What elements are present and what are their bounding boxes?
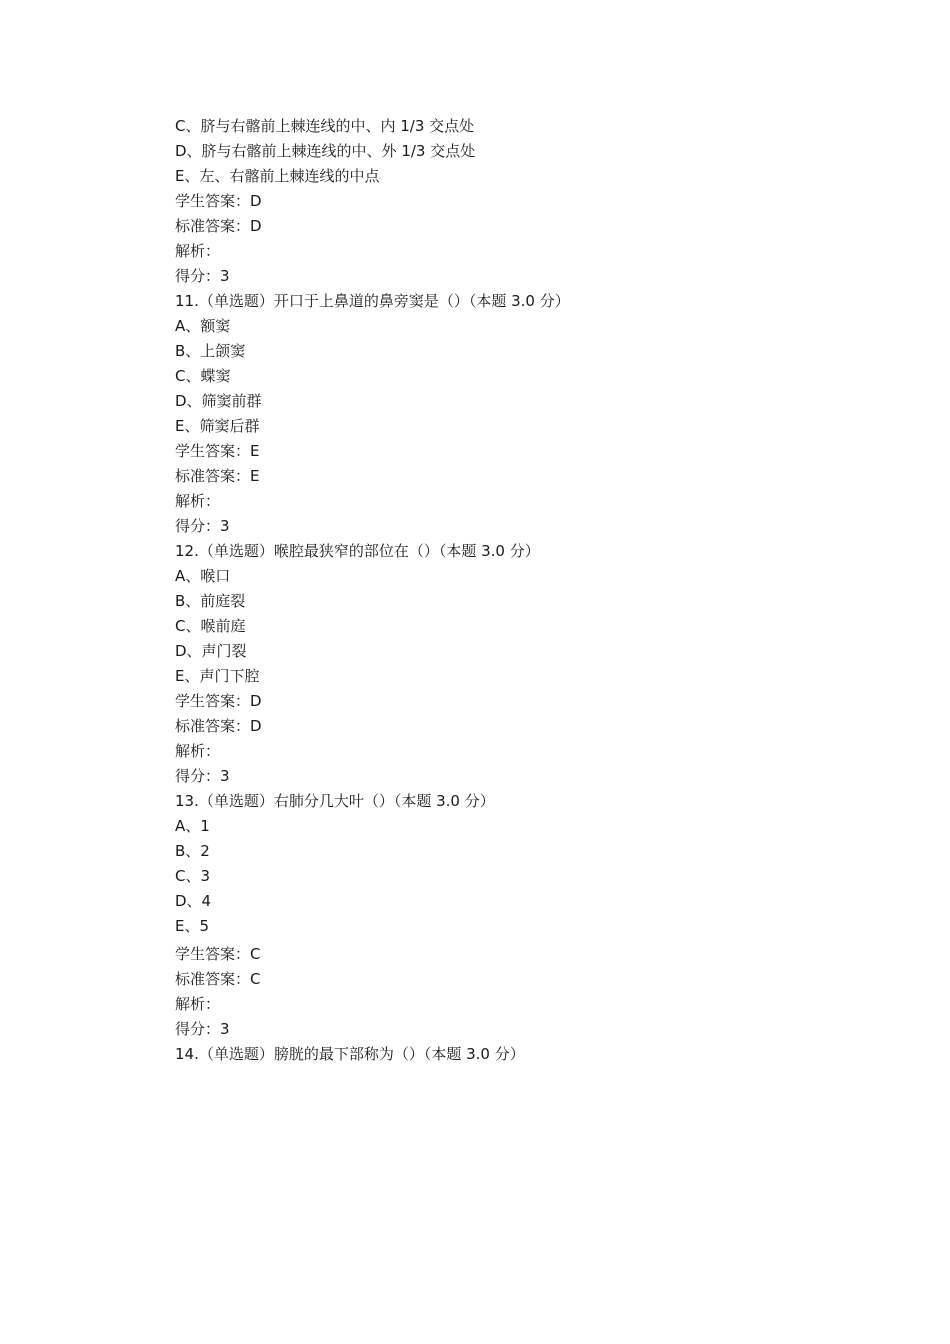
option-e-line: E、5 <box>175 917 210 935</box>
option-e-line: E、左、右髂前上棘连线的中点 <box>175 167 380 185</box>
analysis-label: 解析： <box>175 492 221 510</box>
option-b-line: B、上颌窦 <box>175 342 246 360</box>
standard-answer: 标准答案：E <box>175 467 260 485</box>
option-d-line: D、声门裂 <box>175 642 247 660</box>
option-a-line: A、额窦 <box>175 317 231 335</box>
option-d-line: D、筛窦前群 <box>175 392 262 410</box>
analysis-label: 解析： <box>175 242 221 260</box>
analysis-label: 解析： <box>175 995 221 1013</box>
question-13-title: 13.（单选题）右肺分几大叶（）（本题 3.0 分） <box>175 792 495 810</box>
score: 得分：3 <box>175 517 230 535</box>
option-c-line: C、蝶窦 <box>175 367 231 385</box>
option-e-line: E、声门下腔 <box>175 667 260 685</box>
option-a-line: A、1 <box>175 817 210 835</box>
student-answer: 学生答案：D <box>175 192 262 210</box>
option-a-line: A、喉口 <box>175 567 231 585</box>
option-c-line: C、脐与右髂前上棘连线的中、内 1/3 交点处 <box>175 117 475 135</box>
score: 得分：3 <box>175 767 230 785</box>
score: 得分：3 <box>175 1020 230 1038</box>
question-14-title: 14.（单选题）膀胱的最下部称为（）（本题 3.0 分） <box>175 1045 525 1063</box>
score: 得分：3 <box>175 267 230 285</box>
option-c-line: C、3 <box>175 867 211 885</box>
analysis-label: 解析： <box>175 742 221 760</box>
document-body <box>175 114 875 1067</box>
student-answer: 学生答案：C <box>175 945 261 963</box>
option-e-line: E、筛窦后群 <box>175 417 260 435</box>
student-answer: 学生答案：D <box>175 692 262 710</box>
student-answer: 学生答案：E <box>175 442 260 460</box>
option-c-line: C、喉前庭 <box>175 617 246 635</box>
question-11-title: 11.（单选题）开口于上鼻道的鼻旁窦是（）（本题 3.0 分） <box>175 292 570 310</box>
option-d-line: D、脐与右髂前上棘连线的中、外 1/3 交点处 <box>175 142 476 160</box>
standard-answer: 标准答案：C <box>175 970 261 988</box>
question-12-title: 12.（单选题）喉腔最狭窄的部位在（）（本题 3.0 分） <box>175 542 540 560</box>
standard-answer: 标准答案：D <box>175 217 262 235</box>
standard-answer: 标准答案：D <box>175 717 262 735</box>
option-d-line: D、4 <box>175 892 212 910</box>
option-b-line: B、前庭裂 <box>175 592 246 610</box>
option-b-line: B、2 <box>175 842 210 860</box>
